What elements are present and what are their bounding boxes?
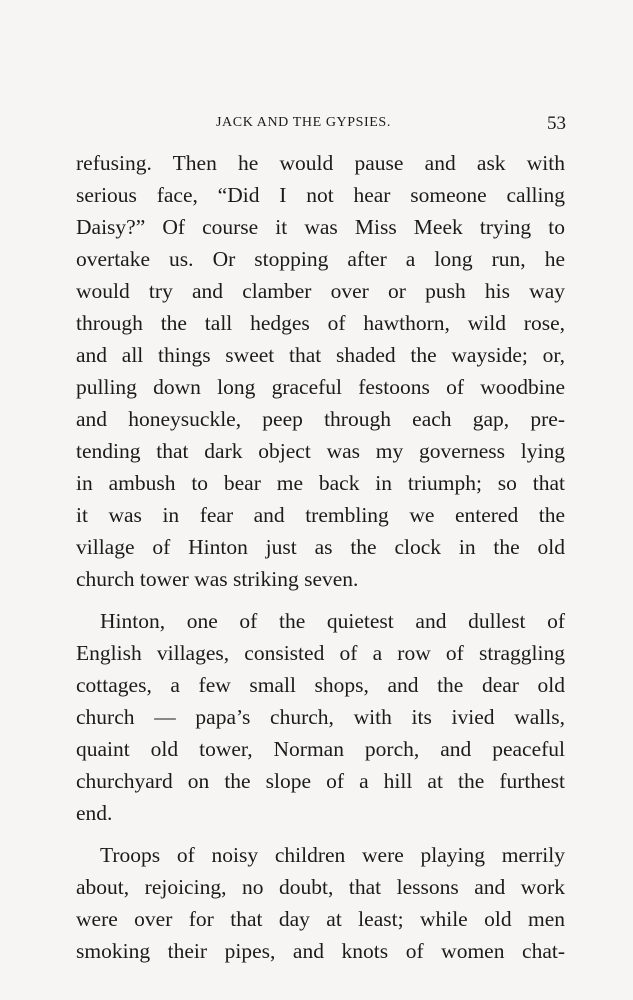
text-line: overtake us. Or stopping after a long run, he	[76, 247, 565, 271]
text-line: Hinton, one of the quietest and dullest of	[100, 609, 565, 633]
text-line: end.	[76, 801, 113, 825]
text-line: English villages, consisted of a row of straggling	[76, 641, 565, 665]
text-line: refusing. Then he would pause and ask with	[76, 151, 565, 175]
page-number: 53	[547, 113, 566, 134]
text-line: Daisy?” Of course it was Miss Meek trying to	[76, 215, 565, 239]
text-line: about, rejoicing, no doubt, that lessons and work	[76, 875, 565, 899]
paragraph	[76, 839, 565, 967]
text-line: Troops of noisy children were playing merrily	[100, 843, 565, 867]
text-line: through the tall hedges of hawthorn, wild rose,	[76, 311, 565, 335]
body-text	[76, 147, 565, 967]
paragraph	[76, 147, 565, 595]
text-line: it was in fear and trembling we entered the	[76, 503, 565, 527]
running-title: JACK AND THE GYPSIES.	[216, 115, 391, 130]
text-line: were over for that day at least; while old men	[76, 907, 565, 931]
text-line: serious face, “Did I not hear someone calling	[76, 183, 565, 207]
running-head	[76, 113, 566, 135]
text-line: village of Hinton just as the clock in the old	[76, 535, 565, 559]
paragraph	[76, 605, 565, 829]
text-line: pulling down long graceful festoons of woodbine	[76, 375, 565, 399]
text-line: church — papa’s church, with its ivied walls,	[76, 705, 565, 729]
text-line: in ambush to bear me back in triumph; so that	[76, 471, 565, 495]
text-line: and honeysuckle, peep through each gap, pre-	[76, 407, 565, 431]
text-line: and all things sweet that shaded the wayside; or,	[76, 343, 565, 367]
text-line: smoking their pipes, and knots of women chat-	[76, 939, 565, 963]
text-line: quaint old tower, Norman porch, and peaceful	[76, 737, 565, 761]
text-line: church tower was striking seven.	[76, 567, 359, 591]
text-line: cottages, a few small shops, and the dear old	[76, 673, 565, 697]
text-line: would try and clamber over or push his way	[76, 279, 565, 303]
text-line: tending that dark object was my governess lying	[76, 439, 565, 463]
text-line: churchyard on the slope of a hill at the furthest	[76, 769, 565, 793]
